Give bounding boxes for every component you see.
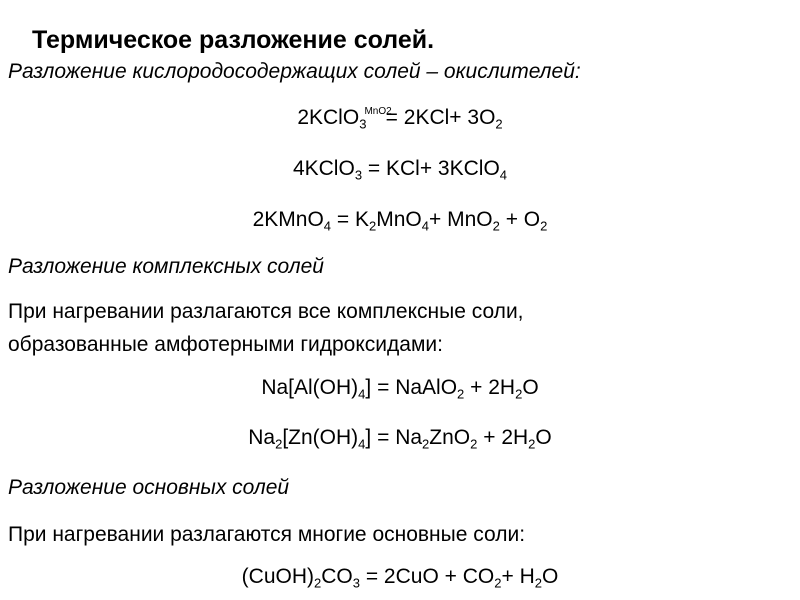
section-heading-complex-salts: Разложение комплексных солей (8, 255, 324, 278)
complex-salts-description-line-2: образованные амфотерными гидроксидами: (8, 333, 443, 356)
equation-kclo3-disproportionation: 4KClO$_3$ = KCl+ 3KClO$_4$ (292, 157, 508, 183)
section-heading-basic-salts: Разложение основных солей (8, 476, 290, 499)
section-heading-oxidizer-salts: Разложение кислородосодержащих солей – окислителей: (8, 60, 581, 83)
page-title: Термическое разложение солей. (32, 26, 435, 54)
catalyst-label: MnO2 (364, 106, 392, 117)
equation-kmno4-decomposition: 2KMnO$_4$ = $K_2MnO_4+ MnO_2 + O_2$ (252, 208, 548, 234)
equation-basic-copper-carbonate: $(CuOH)_2CO_3 = 2CuO + CO_2+ H_2O$ (241, 565, 559, 591)
complex-salts-description-line-1: При нагревании разлагаются все комплексные соли, (8, 300, 524, 323)
equation-sodium-tetrahydroxoaluminate: $Na[Al(OH)_4]$ = NaAlO$_2$ + $2H_2O$ (261, 376, 539, 402)
basic-salts-description: При нагревании разлагаются многие основные соли: (8, 523, 526, 546)
equation-sodium-tetrahydroxozincate: $Na_2[Zn(OH)_4] = Na_2ZnO_2 + 2H_2O$ (248, 426, 552, 452)
equation-kclo3-catalytic: 2KClO$_3^{MnO2}$= $2KCl+ 3O_2$ (297, 106, 503, 132)
